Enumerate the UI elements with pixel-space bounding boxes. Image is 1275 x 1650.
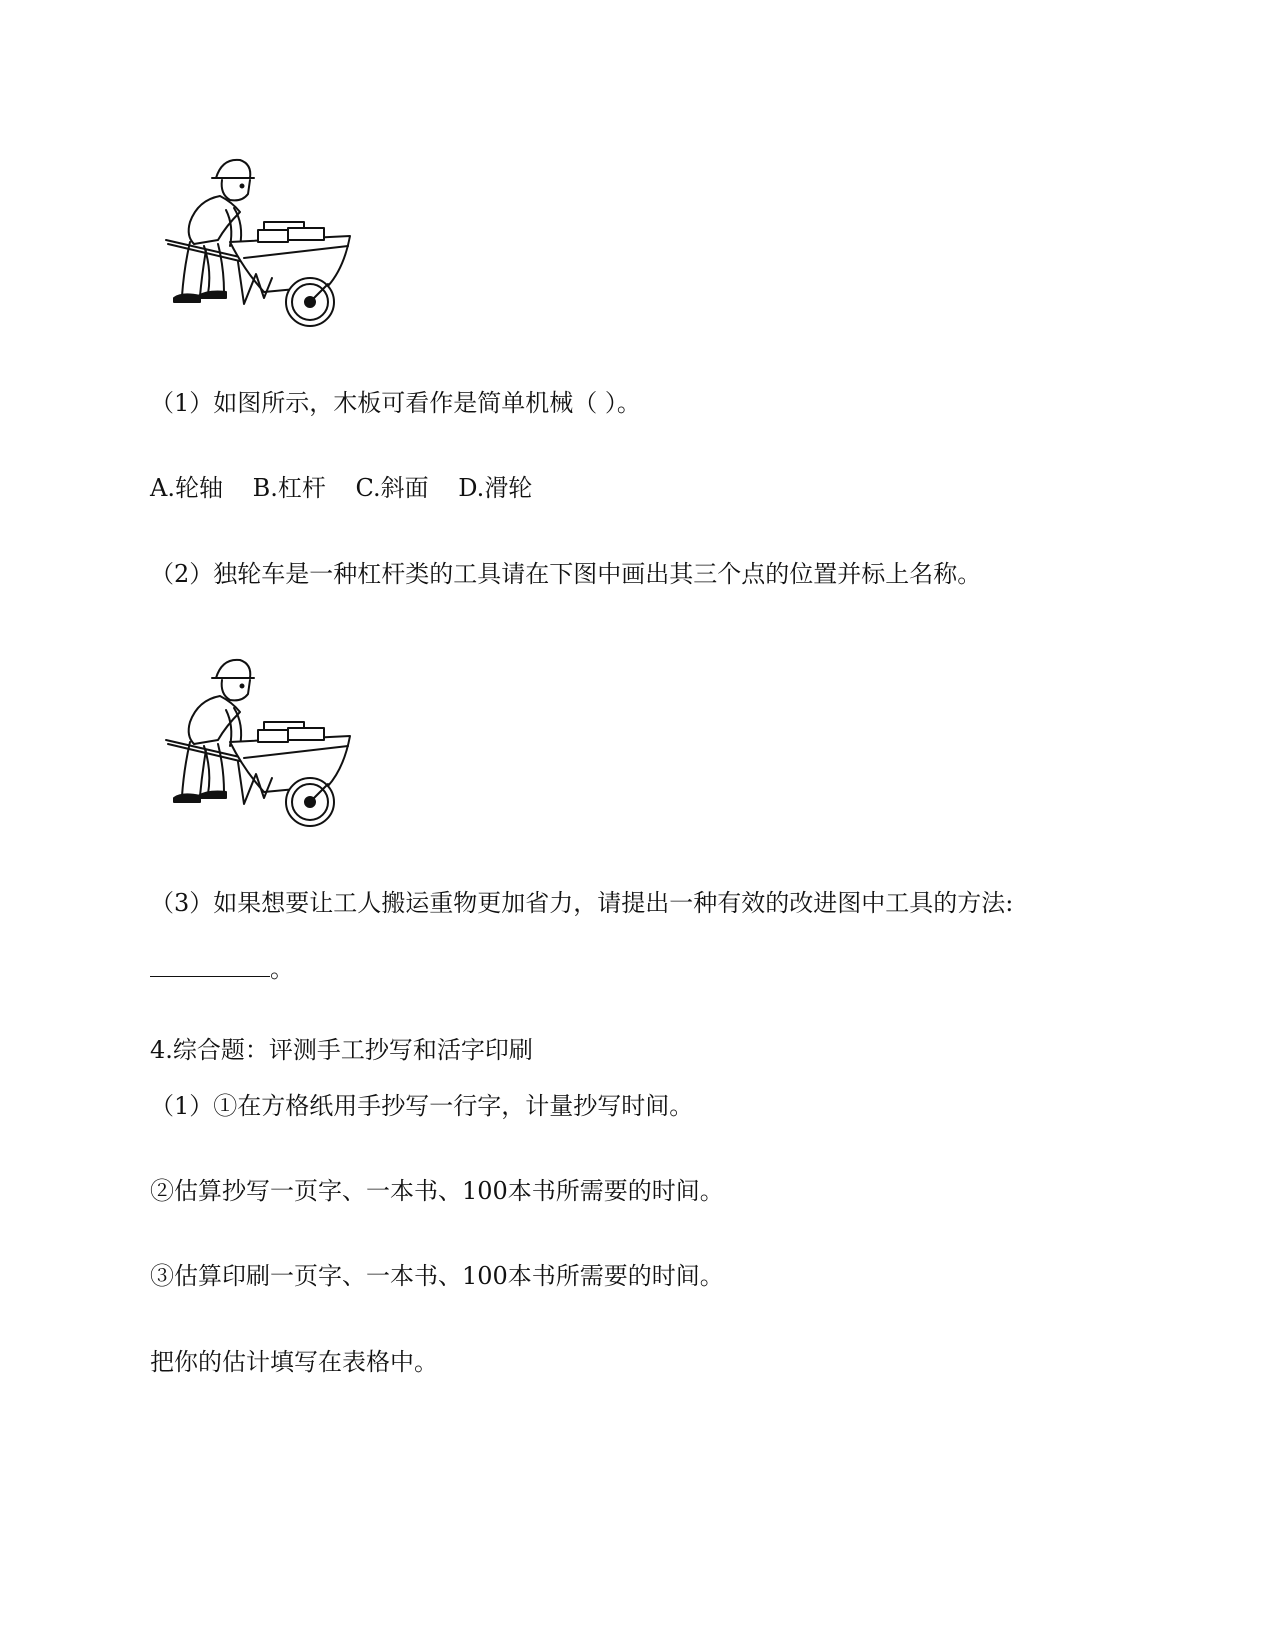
question-4-title: 4.综合题：评测手工抄写和活字印刷	[150, 1036, 533, 1064]
answer-line	[150, 954, 294, 984]
option-c[interactable]: C.斜面	[355, 474, 429, 502]
question-4-step-1: （1）①在方格纸用手抄写一行字，计量抄写时间。	[150, 1092, 694, 1120]
answer-period: 。	[270, 955, 294, 983]
question-part-3: （3）如果想要让工人搬运重物更加省力，请提出一种有效的改进图中工具的方法:	[150, 889, 1014, 917]
question-part-1: （1）如图所示，木板可看作是简单机械（ ）。	[150, 389, 641, 417]
wheelbarrow-illustration-1	[160, 150, 370, 340]
wheelbarrow-illustration-2	[160, 650, 370, 840]
question-4-instruction: 把你的估计填写在表格中。	[150, 1348, 438, 1376]
option-b[interactable]: B.杠杆	[252, 474, 326, 502]
question-4-step-2: ②估算抄写一页字、一本书、100本书所需要的时间。	[150, 1177, 724, 1205]
question-part-2: （2）独轮车是一种杠杆类的工具请在下图中画出其三个点的位置并标上名称。	[150, 560, 982, 588]
answer-blank[interactable]	[150, 954, 270, 977]
wheelbarrow-worker-icon	[160, 150, 370, 340]
option-d[interactable]: D.滑轮	[458, 474, 533, 502]
answer-options	[150, 473, 554, 503]
question-4-step-3: ③估算印刷一页字、一本书、100本书所需要的时间。	[150, 1262, 724, 1290]
option-a[interactable]: A.轮轴	[150, 474, 223, 502]
wheelbarrow-worker-icon	[160, 650, 370, 840]
